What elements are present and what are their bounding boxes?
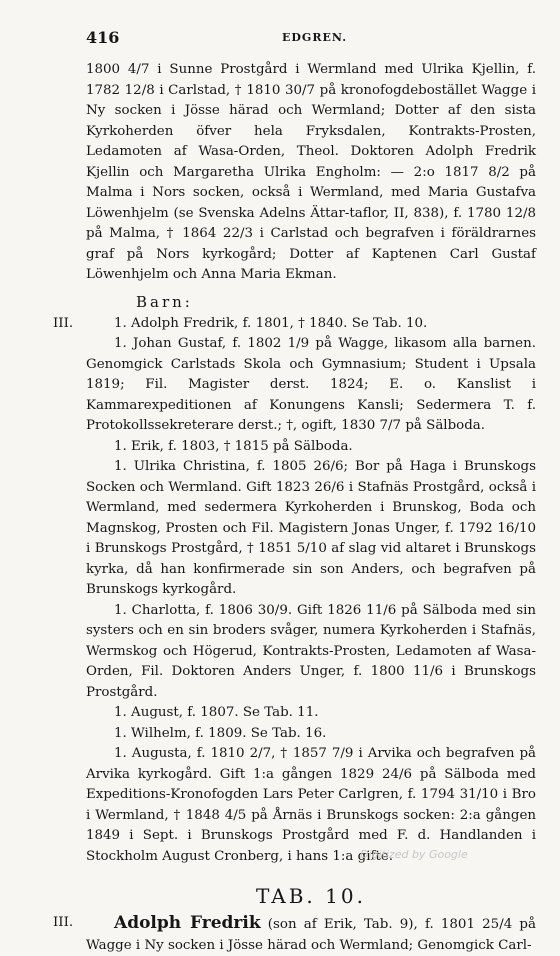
child-text: 1. Johan Gustaf, f. 1802 1/9 på Wagge, likasom alla barnen. Genomgick Carlstads Skola och Gymnasium; Student i Upsala 1819; Fil. Magister derst. 1824; E. o. Kanslist i Kammarexpeditionen af Konungens Kansli; Sedermera T. f. Protokollssekreterare derst.; †, ogift, 1830 7/7 på Sälboda. xyxy=(86,336,536,433)
table-heading: TAB. 10. xyxy=(256,884,366,908)
page-body xyxy=(53,60,536,956)
child-entry xyxy=(86,334,536,437)
child-text: 1. August, f. 1807. Se Tab. 11. xyxy=(114,705,319,720)
child-entry xyxy=(86,601,536,704)
generation-numeral: III. xyxy=(53,315,74,331)
person-name: Adolph Fredrik xyxy=(114,913,261,933)
children-heading: Barn: xyxy=(136,292,193,311)
child-text: 1. Erik, f. 1803, † 1815 på Sälboda. xyxy=(114,438,353,454)
intro-paragraph: 1800 4/7 i Sunne Prostgård i Wermland med Ulrika Kjellin, f. 1782 12/8 i Carlstad, † 1810 30/7 på kronofogdebostället Wagge i Ny socken i Jösse härad och Wermland; Dotter af den sista Kyrkoherden öfver hela Fryksdalen, Kontrakts-Prosten, Ledamoten af Wasa-Orden, Theol. Doktoren Adolph Fredrik Kjellin och Margaretha Ulrika Engholm: — 2:o 1817 8/2 på Malma i Nors socken, också i Wermland, med Maria Gustafva Löwenhjelm (se Svenska Adelns Ättar-taflor, II, 838), f. 1780 12/8 på Malma, † 1864 22/3 i Carlstad och begrafven i föräldrarnes graf på Nors kyrkogård; Dotter af Kaptenen Carl Gustaf Löwenhjelm och Anna Maria Ekman. xyxy=(86,62,536,282)
tab-entry-details: (son af Erik, Tab. 9), f. 1801 25/4 på Wagge i Ny socken i Jösse härad och Wermland; Genomgick Carl- xyxy=(86,917,536,953)
page-header xyxy=(86,28,530,48)
child-entry xyxy=(86,457,536,601)
page-number: 416 xyxy=(86,28,120,47)
generation-numeral: III. xyxy=(53,915,74,930)
child-entry xyxy=(86,703,536,724)
running-head: EDGREN. xyxy=(282,31,348,44)
child-entry xyxy=(86,744,536,867)
child-text: 1. Adolph Fredrik, f. 1801, † 1840. Se Tab. 10. xyxy=(114,315,428,331)
child-text: 1. Charlotta, f. 1806 30/9. Gift 1826 11/6 på Sälboda med sin systers och en sin broders svåger, numera Kyrkoherden i Stafnäs, Wermskog och Högerud, Kontrakts-Prosten, Ledamoten af Wasa-Orden, Fil. Doktoren Anders Unger, f. 1800 11/6 i Brunskogs Prostgård. xyxy=(86,602,536,700)
child-text: 1. Ulrika Christina, f. 1805 26/6; Bor på Haga i Brunskogs Socken och Wermland. Gift 1823 26/6 i Stafnäs Prostgård, också i Wermland, med sedermera Kyrkoherden i Brunskog, Boda och Magnskog, Prosten och Fil. Magistern Jonas Unger, f. 1792 16/10 i Brunskogs Prostgård, † 1851 5/10 af slag vid altaret i Brunskogs kyrka, då han konfirmerade sin son Anders, och begrafven på Brunskogs kyrkogård. xyxy=(86,459,536,597)
child-text: 1. Wilhelm, f. 1809. Se Tab. 16. xyxy=(114,725,327,741)
child-entry xyxy=(86,724,536,745)
child-entry xyxy=(53,314,536,335)
child-entry xyxy=(86,437,536,458)
tab-entry-text xyxy=(86,913,536,956)
child-text: 1. Augusta, f. 1810 2/7, † 1857 7/9 i Arvika och begrafven på Arvika kyrkogård. Gift 1:a gången 1829 24/6 på Sälboda med Expeditions-Kronofogden Lars Peter Carlgren, f. 1794 31/10 i Bro i Wermland, † 1848 4/5 på Årnäs i Brunskogs socken: 2:a gången 1849 i Sept. i Brunskogs Prostgård med F. d. Handlanden i Stockholm August Cronberg, i hans 1:a gifte. xyxy=(86,746,536,864)
watermark: Digitized by Google xyxy=(360,848,468,861)
tab-entry xyxy=(53,913,536,956)
